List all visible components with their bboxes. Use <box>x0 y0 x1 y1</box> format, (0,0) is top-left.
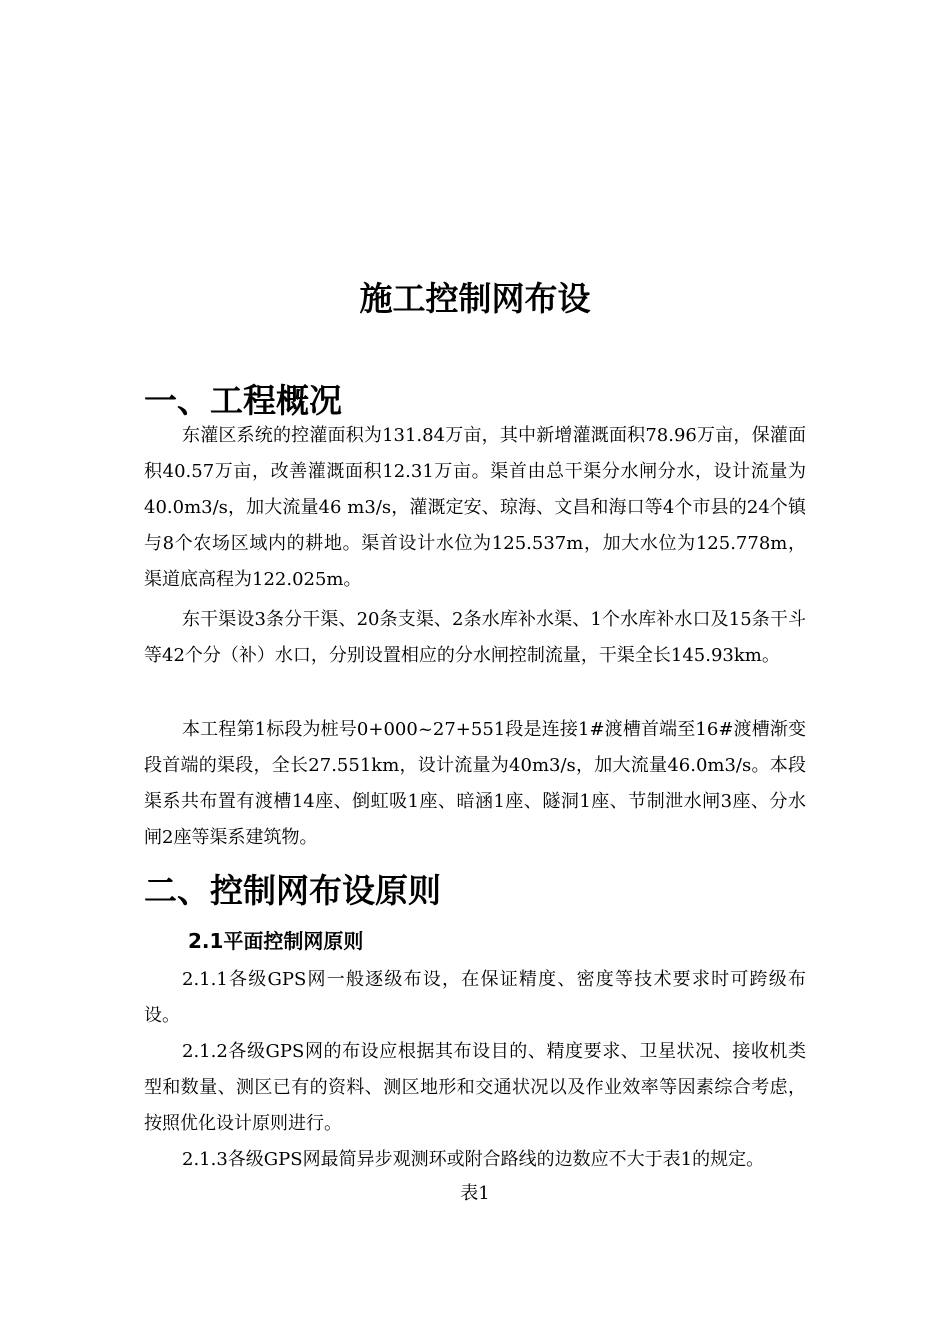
subsection-heading-plane-control: 2.1平面控制网原则 <box>188 929 364 953</box>
table-caption: 表1 <box>460 1183 490 1204</box>
section-heading-project-overview: 一、工程概况 <box>144 381 342 420</box>
paragraph-east-canal: 东干渠设3条分干渠、20条支渠、2条水库补水渠、1个水库补水口及15条干斗等42个分（补）水口，分别设置相应的分水闸控制流量，干渠全长145.93km。 <box>144 609 806 666</box>
paragraph-irrigation-overview: 东灌区系统的控灌面积为131.84万亩，其中新增灌溉面积78.96万亩，保灌面积40.57万亩，改善灌溉面积12.31万亩。渠首由总干渠分水闸分水，设计流量为40.0m3/s，加大流量46 m3/s，灌溉定安、琼海、文昌和海口等4个市县的24个镇与8个农场区域内的耕地。渠首设计水位为125.537m，加大水位为125.778m，渠道底高程为122.025m。 <box>144 425 806 590</box>
paragraph-2-1-3: 2.1.3各级GPS网最简异步观测环或附合路线的边数应不大于表1的规定。 <box>182 1149 765 1170</box>
paragraph-section-one: 本工程第1标段为桩号0+000~27+551段是连接1#渡槽首端至16#渡槽渐变段首端的渠段，全长27.551km，设计流量为40m3/s，加大流量46.0m3/s。本段渠系共布置有渡槽14座、倒虹吸1座、暗涵1座、隧洞1座、节制泄水闸3座、分水闸2座等渠系建筑物。 <box>144 719 806 848</box>
paragraph-2-1-1: 2.1.1各级GPS网一般逐级布设，在保证精度、密度等技术要求时可跨级布设。 <box>144 969 806 1026</box>
section-heading-network-principles: 二、控制网布设原则 <box>144 871 441 910</box>
document-title: 施工控制网布设 <box>359 279 591 318</box>
paragraph-2-1-2: 2.1.2各级GPS网的布设应根据其布设目的、精度要求、卫星状况、接收机类型和数量、测区已有的资料、测区地形和交通状况以及作业效率等因素综合考虑，按照优化设计原则进行。 <box>144 1041 806 1134</box>
